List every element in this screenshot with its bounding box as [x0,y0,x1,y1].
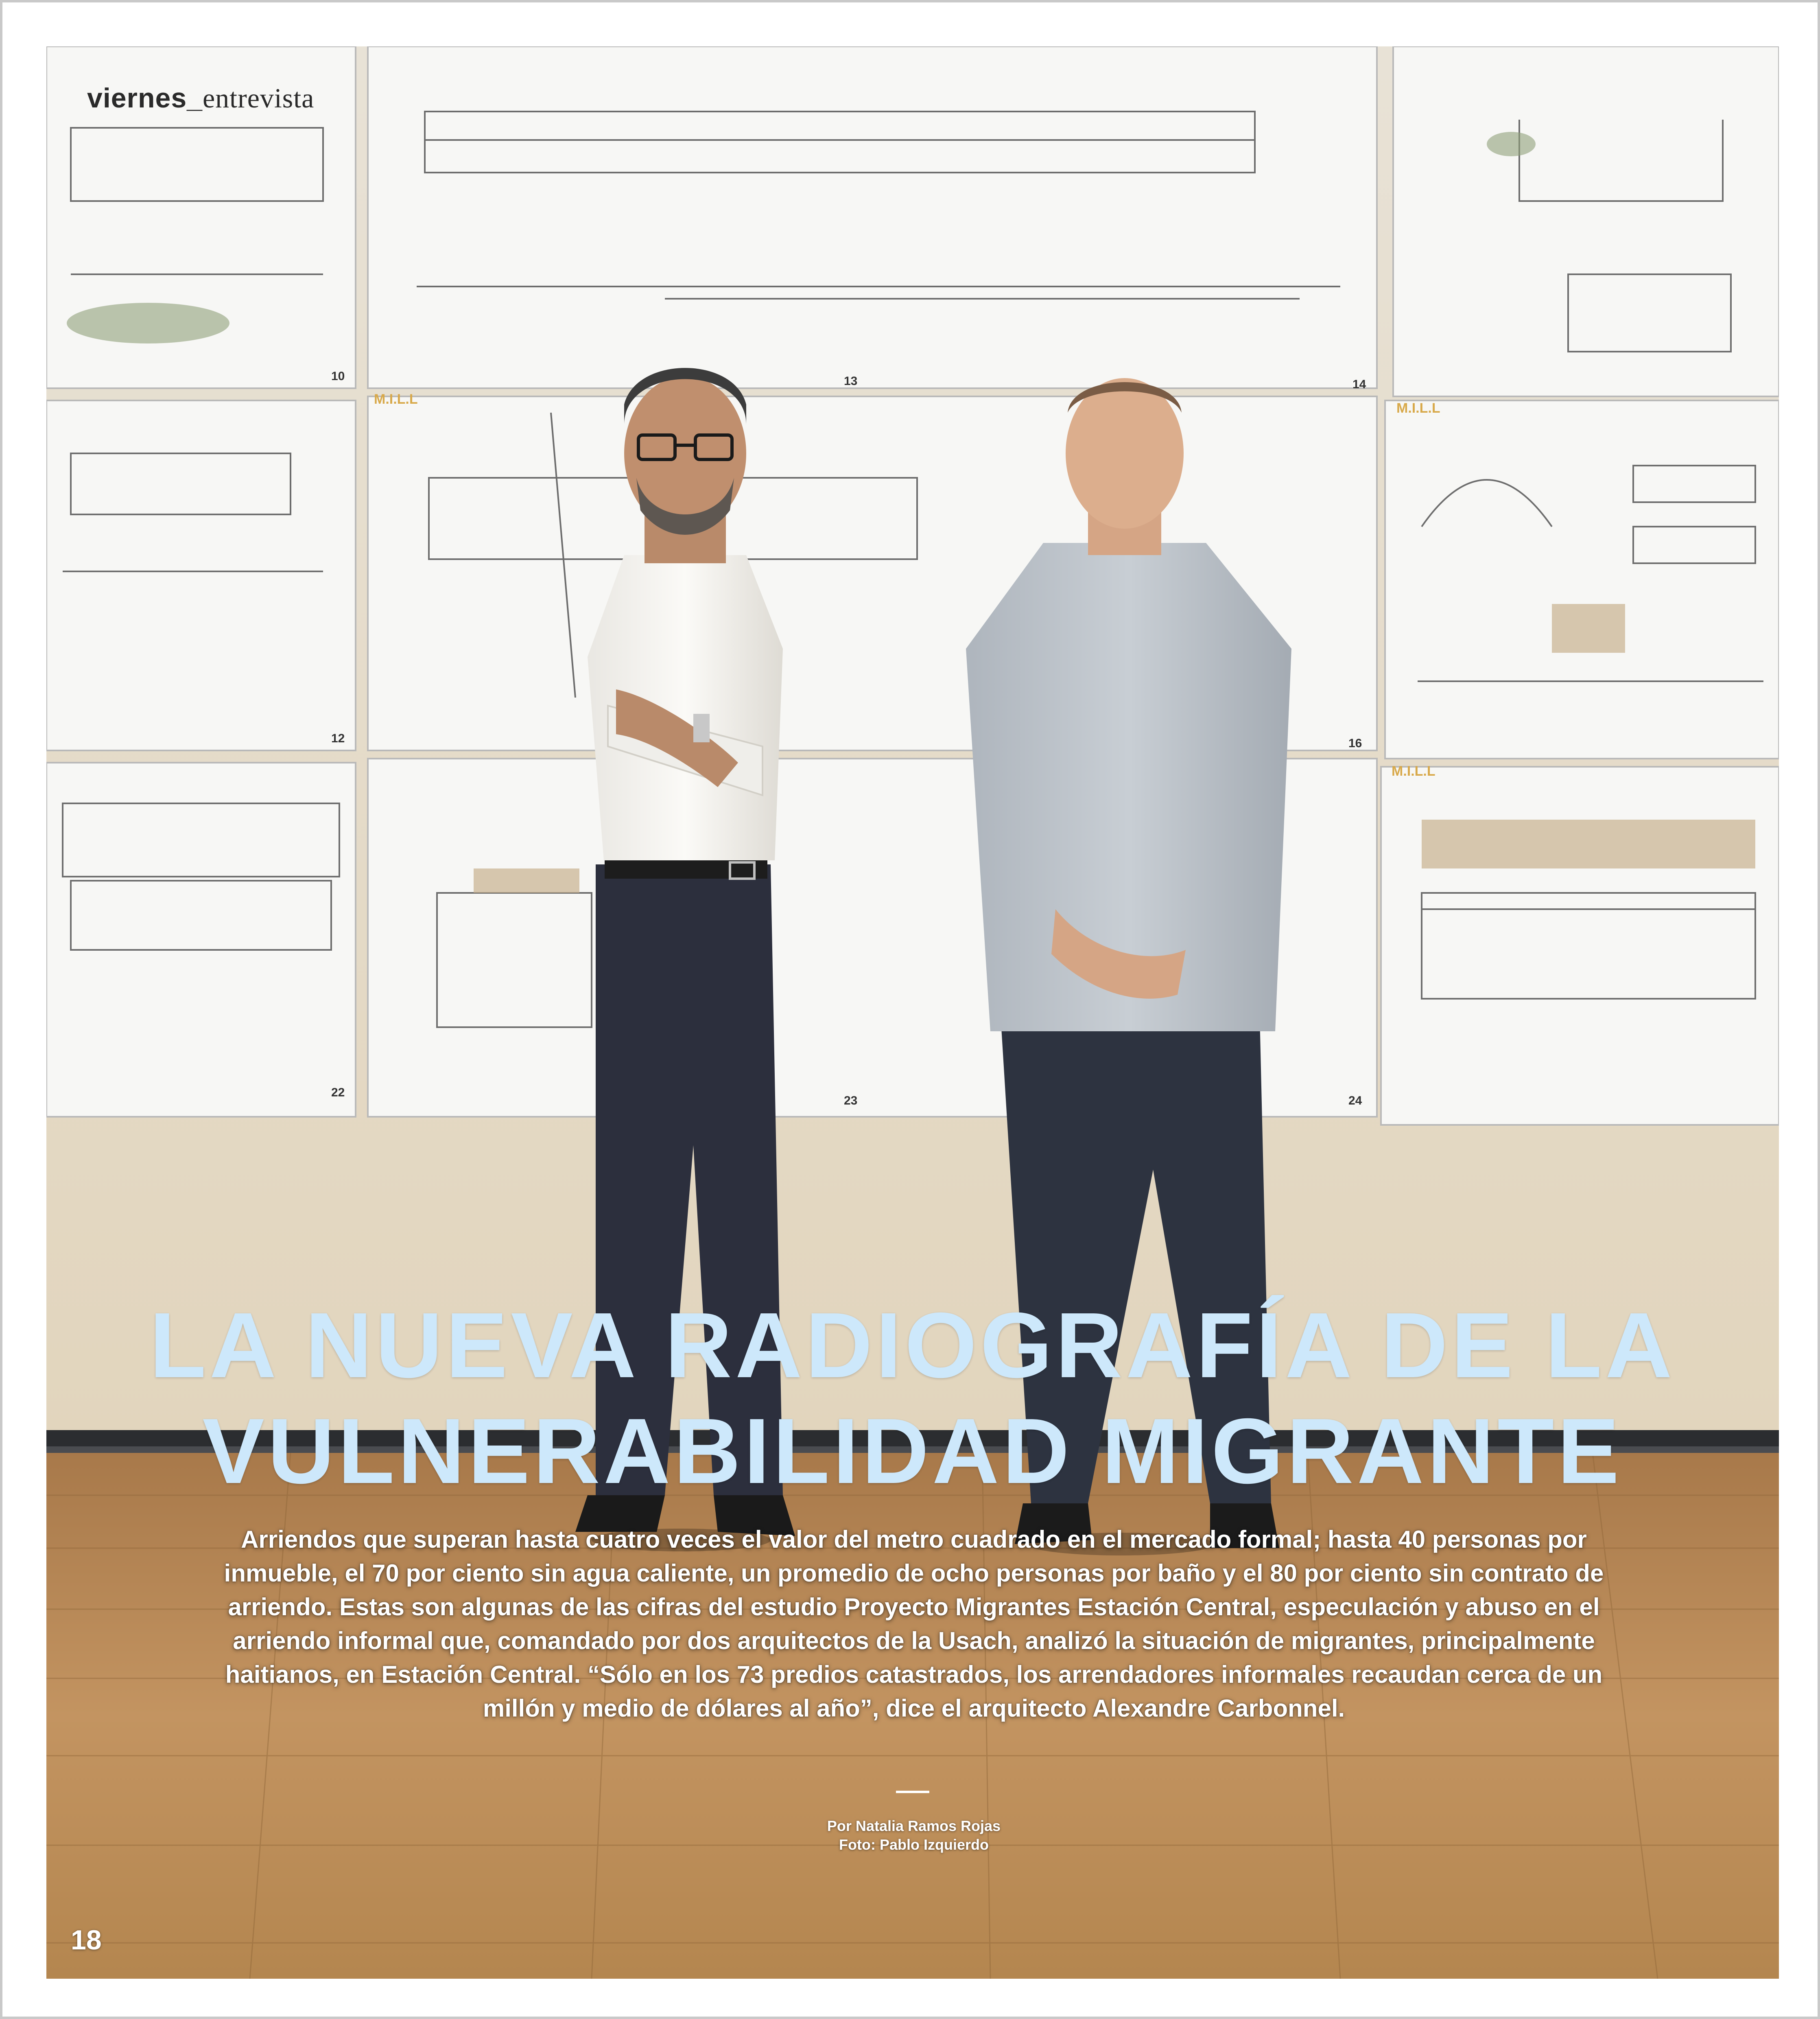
poster-number-10: 10 [331,370,345,383]
poster-number-14: 14 [1352,378,1366,391]
poster-number-16: 16 [1348,737,1362,750]
headline-line-1: LA NUEVA RADIOGRAFÍA DE LA [149,1294,1676,1397]
photo-credit: Foto: Pablo Izquierdo [839,1836,989,1853]
credits-divider [896,1791,929,1793]
headline-line-2: VULNERABILIDAD MIGRANTE [202,1400,1623,1503]
poster-logo: M.I.L.L [374,392,418,407]
poster-number-22: 22 [331,1086,345,1099]
poster-logo: M.I.L.L [1392,763,1435,779]
credits [653,1817,1174,1854]
section-name: viernes [87,83,187,114]
poster-logo: M.I.L.L [1396,400,1440,416]
section-label [87,82,314,114]
page-number: 18 [71,1925,102,1956]
poster-number-13: 13 [844,374,858,388]
poster-number-24: 24 [1348,1094,1362,1107]
lead-paragraph: Arriendos que superan hasta cuatro veces el valor del metro cuadrado en el mercado formal; hasta 40 personas por inmueble, el 70 por ciento sin agua caliente, un promedio de ocho personas por baño y el 80 por ciento sin contrato de arriendo. Estas son algunas de las cifras del estudio Proyecto Migrantes Estación Central, especulación y abuso en el arriendo informal que, comandado por dos arquitectos de la Usach, analizó la situación de migrantes, principalmente haitianos, en Estación Central. “Sólo en los 73 predios catastrados, los arrendadores informales recaudan cerca de un millón y medio de dólares al año”, dice el arquitecto Alexandre Carbonnel. [224,1526,1604,1722]
poster-number-23: 23 [844,1094,858,1107]
section-category: entrevista [203,83,315,114]
author-credit: Por Natalia Ramos Rojas [827,1818,1001,1834]
section-separator: _ [187,83,203,114]
poster-number-12: 12 [331,732,345,745]
headline [84,1293,1741,1504]
